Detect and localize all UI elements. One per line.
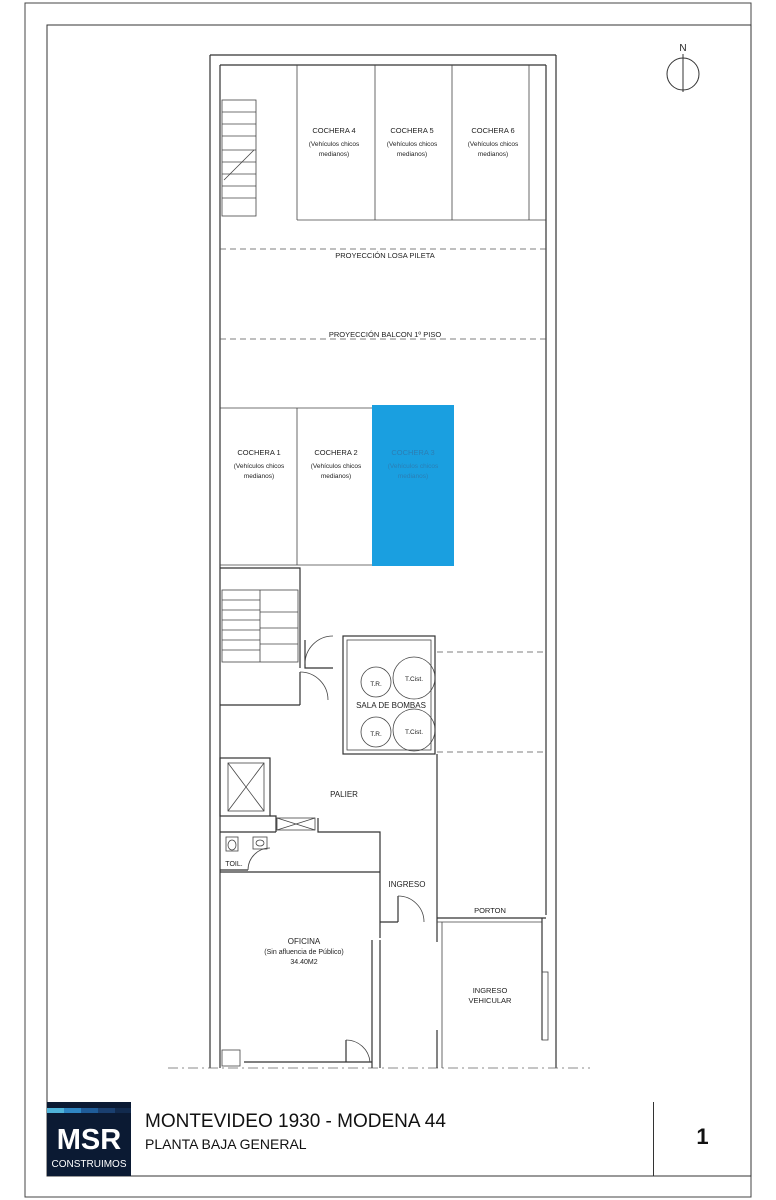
logo-tagline: CONSTRUIMOS xyxy=(51,1159,127,1170)
cochera-3-label: COCHERA 3 xyxy=(391,448,435,457)
logo-stripe-2 xyxy=(64,1108,81,1113)
entrance-door xyxy=(380,896,424,922)
pump-room-label: SALA DE BOMBAS xyxy=(356,701,426,710)
top-staircase xyxy=(222,100,256,216)
ingreso-label: INGRESO xyxy=(388,880,426,889)
north-arrow-icon xyxy=(667,43,699,92)
cochera-1-note2: medianos) xyxy=(243,473,275,480)
toilet-label: TOIL. xyxy=(225,861,243,868)
palier-label: PALIER xyxy=(330,790,358,799)
cochera-6-note2: medianos) xyxy=(477,151,509,158)
msr-logo xyxy=(47,1102,131,1176)
cochera-6-note1: (Vehículos chicos xyxy=(467,141,519,148)
office-label-3: 34.40M2 xyxy=(290,959,318,966)
cochera-3-note2: medianos) xyxy=(397,473,429,480)
elevator-and-palier xyxy=(220,754,437,942)
cochera-5-label: COCHERA 5 xyxy=(390,126,434,135)
cochera-2-label: COCHERA 2 xyxy=(314,448,358,457)
cochera-4-label: COCHERA 4 xyxy=(312,126,356,135)
cochera-5-note2: medianos) xyxy=(396,151,428,158)
tcist-label-1: T.Cist. xyxy=(404,676,424,683)
cochera-2-note2: medianos) xyxy=(320,473,352,480)
tr-label-1: T.R. xyxy=(370,681,382,688)
tcist-label-2: T.Cist. xyxy=(404,729,424,736)
sheet-outer-border xyxy=(25,3,751,1197)
north-label: N xyxy=(679,43,687,54)
vehicle-entry-label-2: VEHICULAR xyxy=(468,996,512,1005)
main-staircase xyxy=(220,568,328,705)
cochera-3-note1: (Vehículos chicos xyxy=(387,463,439,470)
logo-stripe-3 xyxy=(81,1108,98,1113)
logo-stripe-1 xyxy=(47,1108,64,1113)
cochera-4-note2: medianos) xyxy=(318,151,350,158)
cochera-2-note1: (Vehículos chicos xyxy=(310,463,362,470)
cochera-5-note1: (Vehículos chicos xyxy=(386,141,438,148)
office-label-1: OFICINA xyxy=(287,937,321,946)
logo-stripe-4 xyxy=(98,1108,115,1113)
cochera-1-note1: (Vehículos chicos xyxy=(233,463,285,470)
office-room xyxy=(220,872,437,1068)
logo-stripe-5 xyxy=(115,1108,131,1113)
lower-garage-bays xyxy=(220,408,372,565)
cochera-3-highlight xyxy=(372,405,454,566)
porton-label: PORTON xyxy=(474,906,506,915)
sheet-number: 1 xyxy=(696,1124,709,1149)
office-label-2: (Sin afluencia de Público) xyxy=(264,949,344,956)
cochera-4-note1: (Vehículos chicos xyxy=(308,141,360,148)
balcony-projection-label: PROYECCIÓN BALCON 1º PISO xyxy=(328,330,442,339)
tr-label-2: T.R. xyxy=(370,731,382,738)
project-title: MONTEVIDEO 1930 - MODENA 44 xyxy=(145,1111,446,1132)
sheet-inner-border xyxy=(47,25,751,1176)
vehicle-entry-label-1: INGRESO xyxy=(472,986,508,995)
title-block xyxy=(47,1102,751,1176)
cochera-1-label: COCHERA 1 xyxy=(237,448,281,457)
logo-text: MSR xyxy=(56,1124,122,1156)
sheet-subtitle: PLANTA BAJA GENERAL xyxy=(145,1136,307,1152)
pool-slab-projection-label: PROYECCIÓN LOSA PILETA xyxy=(335,251,435,260)
cochera-6-label: COCHERA 6 xyxy=(471,126,515,135)
